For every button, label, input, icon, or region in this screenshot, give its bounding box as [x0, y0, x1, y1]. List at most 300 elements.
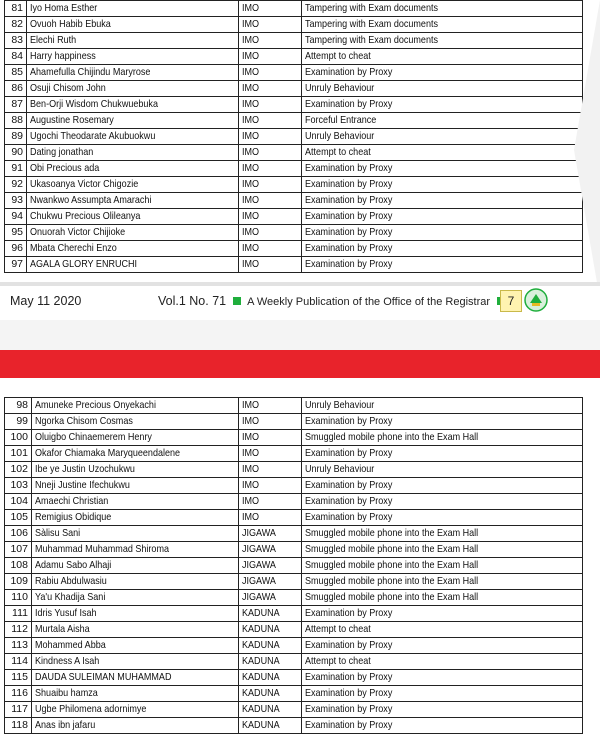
offence	[302, 65, 583, 81]
candidate-name	[27, 209, 239, 225]
offence	[302, 97, 583, 113]
page-edge-decoration	[560, 0, 600, 300]
row-number	[5, 686, 32, 702]
table-row	[5, 241, 583, 257]
candidate-name	[27, 177, 239, 193]
row-number	[5, 209, 27, 225]
row-number-text: 91	[11, 162, 23, 174]
candidate-state	[239, 494, 302, 510]
offence	[302, 49, 583, 65]
candidate-name-text: DAUDA SULEIMAN MUHAMMAD	[35, 671, 172, 683]
offence	[302, 702, 583, 718]
candidate-state-text: IMO	[242, 399, 260, 411]
candidate-name-text: Obi Precious ada	[30, 162, 100, 174]
candidate-name-text: Rabiu Abdulwasiu	[35, 575, 107, 587]
offence-text: Attempt to cheat	[305, 146, 371, 158]
offenders-table-bottom	[4, 397, 583, 734]
candidate-state	[239, 590, 302, 606]
offence	[302, 33, 583, 49]
row-number	[5, 446, 32, 462]
row-number	[5, 129, 27, 145]
row-number	[5, 526, 32, 542]
offence	[302, 225, 583, 241]
offence	[302, 510, 583, 526]
row-number	[5, 670, 32, 686]
offence	[302, 145, 583, 161]
footer-publication	[158, 294, 508, 308]
offence	[302, 209, 583, 225]
footer-volume: Vol.1 No. 71	[158, 294, 227, 308]
candidate-state-text: KADUNA	[242, 607, 280, 619]
table-row	[5, 670, 583, 686]
candidate-state	[239, 81, 302, 97]
row-number-text: 116	[11, 687, 28, 699]
red-header-band	[0, 350, 600, 378]
candidate-state	[239, 478, 302, 494]
candidate-name	[32, 478, 239, 494]
row-number-text: 100	[10, 431, 28, 443]
offence-text: Examination by Proxy	[305, 719, 393, 731]
candidate-state-text: KADUNA	[242, 639, 280, 651]
row-number-text: 87	[11, 98, 23, 110]
offence-text: Tampering with Exam documents	[305, 2, 439, 14]
candidate-state	[239, 622, 302, 638]
offence	[302, 161, 583, 177]
offence-text: Attempt to cheat	[305, 50, 371, 62]
page-footer	[0, 286, 600, 318]
offence	[302, 257, 583, 273]
offence-text: Forceful Entrance	[305, 114, 377, 126]
candidate-name	[27, 81, 239, 97]
table-row	[5, 446, 583, 462]
offence	[302, 542, 583, 558]
offence-text: Attempt to cheat	[305, 623, 371, 635]
candidate-name-text: Amuneke Precious Onyekachi	[35, 399, 156, 411]
candidate-name-text: Chukwu Precious Olileanya	[30, 210, 141, 222]
candidate-name	[32, 606, 239, 622]
offence	[302, 574, 583, 590]
row-number-text: 97	[11, 258, 23, 270]
row-number-text: 117	[11, 703, 28, 715]
offence-text: Examination by Proxy	[305, 258, 393, 270]
row-number	[5, 257, 27, 273]
candidate-name	[27, 257, 239, 273]
candidate-state	[239, 49, 302, 65]
candidate-state-text: IMO	[242, 50, 260, 62]
candidate-name	[32, 414, 239, 430]
offence	[302, 414, 583, 430]
row-number-text: 113	[11, 639, 28, 651]
candidate-state-text: IMO	[242, 242, 260, 254]
candidate-state	[239, 558, 302, 574]
row-number	[5, 97, 27, 113]
offence-text: Examination by Proxy	[305, 607, 393, 619]
candidate-state	[239, 257, 302, 273]
row-number	[5, 462, 32, 478]
offence-text: Examination by Proxy	[305, 66, 393, 78]
table-row	[5, 494, 583, 510]
offence-text: Unruly Behaviour	[305, 82, 375, 94]
candidate-state-text: IMO	[242, 415, 260, 427]
table-row	[5, 257, 583, 273]
table-row	[5, 702, 583, 718]
candidate-state	[239, 145, 302, 161]
table-row	[5, 462, 583, 478]
offence	[302, 129, 583, 145]
row-number-text: 93	[11, 194, 23, 206]
candidate-state	[239, 686, 302, 702]
candidate-state	[239, 177, 302, 193]
candidate-state	[239, 702, 302, 718]
candidate-state-text: IMO	[242, 82, 260, 94]
row-number	[5, 1, 27, 17]
table-body-bottom	[5, 398, 583, 734]
row-number	[5, 494, 32, 510]
candidate-name-text: AGALA GLORY ENRUCHI	[30, 258, 138, 270]
candidate-name	[27, 241, 239, 257]
candidate-state	[239, 225, 302, 241]
offence-text: Unruly Behaviour	[305, 130, 375, 142]
row-number-text: 88	[11, 114, 23, 126]
candidate-state-text: IMO	[242, 162, 260, 174]
offence-text: Smuggled mobile phone into the Exam Hall	[305, 575, 479, 587]
candidate-name-text: Ukasoanya Victor Chigozie	[30, 178, 139, 190]
row-number-text: 105	[10, 511, 28, 523]
row-number-text: 86	[11, 82, 23, 94]
offence-text: Examination by Proxy	[305, 415, 393, 427]
candidate-name-text: Nneji Justine Ifechukwu	[35, 479, 130, 491]
offence-text: Unruly Behaviour	[305, 399, 375, 411]
candidate-state-text: JIGAWA	[242, 591, 276, 603]
candidate-name-text: Ngorka Chisom Cosmas	[35, 415, 133, 427]
row-number	[5, 33, 27, 49]
row-number	[5, 145, 27, 161]
candidate-state-text: IMO	[242, 447, 260, 459]
candidate-state-text: KADUNA	[242, 671, 280, 683]
row-number	[5, 542, 32, 558]
table-row	[5, 177, 583, 193]
offence-text: Examination by Proxy	[305, 242, 393, 254]
candidate-name	[27, 17, 239, 33]
table-row	[5, 49, 583, 65]
offence	[302, 398, 583, 414]
row-number-text: 107	[10, 543, 28, 555]
candidate-name	[27, 113, 239, 129]
candidate-state	[239, 638, 302, 654]
candidate-state	[239, 574, 302, 590]
row-number-text: 81	[11, 2, 23, 14]
offence-text: Examination by Proxy	[305, 511, 393, 523]
table-row	[5, 129, 583, 145]
offenders-table-top	[4, 0, 583, 273]
candidate-name	[32, 718, 239, 734]
candidate-name-text: Idris Yusuf Isah	[35, 607, 97, 619]
candidate-state	[239, 129, 302, 145]
table-row	[5, 1, 583, 17]
row-number	[5, 606, 32, 622]
candidate-state	[239, 241, 302, 257]
row-number-text: 106	[10, 527, 28, 539]
offence	[302, 177, 583, 193]
row-number	[5, 702, 32, 718]
candidate-state	[239, 65, 302, 81]
candidate-name-text: Ya'u Khadija Sani	[35, 591, 106, 603]
offence-text: Examination by Proxy	[305, 447, 393, 459]
offence-text: Examination by Proxy	[305, 162, 393, 174]
table-row	[5, 638, 583, 654]
table-row	[5, 686, 583, 702]
candidate-name	[32, 670, 239, 686]
candidate-name-text: Ugbe Philomena adornimye	[35, 703, 147, 715]
offence	[302, 558, 583, 574]
candidate-name-text: Ibe ye Justin Uzochukwu	[35, 463, 135, 475]
offence-text: Smuggled mobile phone into the Exam Hall	[305, 543, 479, 555]
offence	[302, 718, 583, 734]
candidate-name	[32, 542, 239, 558]
candidate-name	[27, 65, 239, 81]
row-number-text: 115	[11, 671, 28, 683]
table-row	[5, 574, 583, 590]
row-number	[5, 510, 32, 526]
offence	[302, 81, 583, 97]
row-number	[5, 718, 32, 734]
candidate-state-text: JIGAWA	[242, 543, 276, 555]
table-row	[5, 113, 583, 129]
offence-text: Tampering with Exam documents	[305, 34, 439, 46]
candidate-state	[239, 606, 302, 622]
offence-text: Examination by Proxy	[305, 210, 393, 222]
candidate-name	[32, 430, 239, 446]
candidate-name-text: Oluigbo Chinaemerem Henry	[35, 431, 152, 443]
candidate-state	[239, 209, 302, 225]
candidate-state	[239, 462, 302, 478]
table-row	[5, 510, 583, 526]
candidate-name-text: Ben-Orji Wisdom Chukwuebuka	[30, 98, 158, 110]
offence-text: Examination by Proxy	[305, 98, 393, 110]
table-row	[5, 718, 583, 734]
row-number-text: 90	[11, 146, 23, 158]
offence-text: Smuggled mobile phone into the Exam Hall	[305, 559, 479, 571]
candidate-state-text: IMO	[242, 210, 260, 222]
candidate-name	[27, 97, 239, 113]
candidate-name	[32, 446, 239, 462]
row-number-text: 103	[10, 479, 28, 491]
candidate-name	[32, 526, 239, 542]
row-number	[5, 398, 32, 414]
table-row	[5, 65, 583, 81]
offence-text: Examination by Proxy	[305, 226, 393, 238]
row-number	[5, 81, 27, 97]
candidate-state-text: IMO	[242, 146, 260, 158]
candidate-name	[27, 129, 239, 145]
table-row	[5, 81, 583, 97]
offence	[302, 446, 583, 462]
candidate-state-text: KADUNA	[242, 719, 280, 731]
row-number-text: 104	[10, 495, 28, 507]
candidate-name	[27, 33, 239, 49]
candidate-state-text: JIGAWA	[242, 527, 276, 539]
row-number	[5, 17, 27, 33]
row-number-text: 111	[12, 607, 28, 619]
candidate-name-text: Shuaibu hamza	[35, 687, 98, 699]
candidate-name	[32, 638, 239, 654]
candidate-name	[32, 622, 239, 638]
candidate-state-text: IMO	[242, 463, 260, 475]
offence	[302, 478, 583, 494]
offence	[302, 17, 583, 33]
row-number	[5, 430, 32, 446]
offence-text: Unruly Behaviour	[305, 463, 375, 475]
row-number	[5, 622, 32, 638]
candidate-state-text: IMO	[242, 34, 260, 46]
candidate-name	[32, 398, 239, 414]
page-gap	[0, 320, 600, 350]
candidate-name	[27, 225, 239, 241]
table-row	[5, 430, 583, 446]
candidate-state-text: KADUNA	[242, 623, 280, 635]
row-number	[5, 225, 27, 241]
table-row	[5, 414, 583, 430]
row-number	[5, 161, 27, 177]
table-row	[5, 478, 583, 494]
offence-text: Examination by Proxy	[305, 687, 393, 699]
candidate-state-text: IMO	[242, 226, 260, 238]
candidate-state-text: IMO	[242, 98, 260, 110]
offence-text: Smuggled mobile phone into the Exam Hall	[305, 591, 479, 603]
candidate-name	[27, 1, 239, 17]
candidate-name-text: Dating jonathan	[30, 146, 94, 158]
candidate-name-text: Remigius Obidique	[35, 511, 112, 523]
row-number-text: 108	[10, 559, 28, 571]
offence	[302, 590, 583, 606]
page-number: 7	[500, 290, 522, 312]
offence-text: Examination by Proxy	[305, 178, 393, 190]
candidate-state	[239, 1, 302, 17]
row-number	[5, 654, 32, 670]
row-number	[5, 414, 32, 430]
row-number-text: 101	[10, 447, 28, 459]
candidate-name-text: Adamu Sabo Alhaji	[35, 559, 112, 571]
row-number	[5, 113, 27, 129]
candidate-state-text: IMO	[242, 114, 260, 126]
row-number-text: 109	[10, 575, 28, 587]
candidate-state	[239, 718, 302, 734]
row-number-text: 102	[10, 463, 28, 475]
candidate-name-text: Ovuoh Habib Ebuka	[30, 18, 111, 30]
table-row	[5, 526, 583, 542]
candidate-state	[239, 446, 302, 462]
table-row	[5, 161, 583, 177]
candidate-state	[239, 542, 302, 558]
offence	[302, 526, 583, 542]
candidate-name-text: Anas ibn jafaru	[35, 719, 96, 731]
candidate-name-text: Elechi Ruth	[30, 34, 77, 46]
offence-text: Examination by Proxy	[305, 703, 393, 715]
candidate-name-text: Ugochi Theodarate Akubuokwu	[30, 130, 156, 142]
row-number	[5, 177, 27, 193]
candidate-name-text: Augustine Rosemary	[30, 114, 114, 126]
candidate-name	[27, 145, 239, 161]
candidate-name-text: Amaechi Christian	[35, 495, 109, 507]
candidate-state-text: IMO	[242, 2, 260, 14]
candidate-name-text: Mohammed Abba	[35, 639, 106, 651]
row-number-text: 83	[11, 34, 23, 46]
candidate-name	[27, 193, 239, 209]
candidate-state-text: IMO	[242, 130, 260, 142]
candidate-name	[32, 558, 239, 574]
row-number	[5, 574, 32, 590]
row-number-text: 84	[11, 50, 23, 62]
candidate-state-text: IMO	[242, 258, 260, 270]
candidate-state	[239, 526, 302, 542]
table-row	[5, 590, 583, 606]
candidate-state-text: IMO	[242, 18, 260, 30]
offence-text: Examination by Proxy	[305, 639, 393, 651]
candidate-name	[32, 574, 239, 590]
offence-text: Tampering with Exam documents	[305, 18, 439, 30]
table-row	[5, 145, 583, 161]
candidate-name-text: Ahamefulla Chijindu Maryrose	[30, 66, 151, 78]
row-number-text: 92	[11, 178, 23, 190]
offence	[302, 606, 583, 622]
candidate-name	[27, 161, 239, 177]
row-number	[5, 193, 27, 209]
offence	[302, 638, 583, 654]
candidate-state	[239, 17, 302, 33]
row-number-text: 99	[16, 415, 28, 427]
candidate-name-text: Nwankwo Assumpta Amarachi	[30, 194, 152, 206]
table-row	[5, 398, 583, 414]
row-number-text: 94	[11, 210, 23, 222]
candidate-name	[27, 49, 239, 65]
row-number	[5, 558, 32, 574]
row-number	[5, 49, 27, 65]
table-row	[5, 558, 583, 574]
offence-text: Examination by Proxy	[305, 479, 393, 491]
candidate-state	[239, 193, 302, 209]
offence-text: Smuggled mobile phone into the Exam Hall	[305, 527, 479, 539]
candidate-state-text: IMO	[242, 479, 260, 491]
row-number	[5, 590, 32, 606]
table-row	[5, 622, 583, 638]
candidate-name-text: Muhammad Muhammad Shiroma	[35, 543, 169, 555]
candidate-state	[239, 113, 302, 129]
row-number	[5, 241, 27, 257]
row-number-text: 112	[11, 623, 28, 635]
candidate-state	[239, 398, 302, 414]
row-number	[5, 65, 27, 81]
candidate-state-text: IMO	[242, 66, 260, 78]
candidate-name-text: Iyo Homa Esther	[30, 2, 98, 14]
row-number-text: 82	[11, 18, 23, 30]
row-number-text: 114	[11, 655, 28, 667]
row-number-text: 95	[11, 226, 23, 238]
offence	[302, 113, 583, 129]
table-row	[5, 654, 583, 670]
candidate-state-text: JIGAWA	[242, 575, 276, 587]
candidate-name-text: Mbata Cherechi Enzo	[30, 242, 117, 254]
candidate-name	[32, 702, 239, 718]
offence-text: Examination by Proxy	[305, 194, 393, 206]
offence-text: Examination by Proxy	[305, 671, 393, 683]
candidate-name-text: Murtala Aisha	[35, 623, 90, 635]
offence	[302, 622, 583, 638]
footer-date: May 11 2020	[10, 294, 82, 308]
table-row	[5, 193, 583, 209]
candidate-name	[32, 686, 239, 702]
table-row	[5, 33, 583, 49]
offence	[302, 1, 583, 17]
